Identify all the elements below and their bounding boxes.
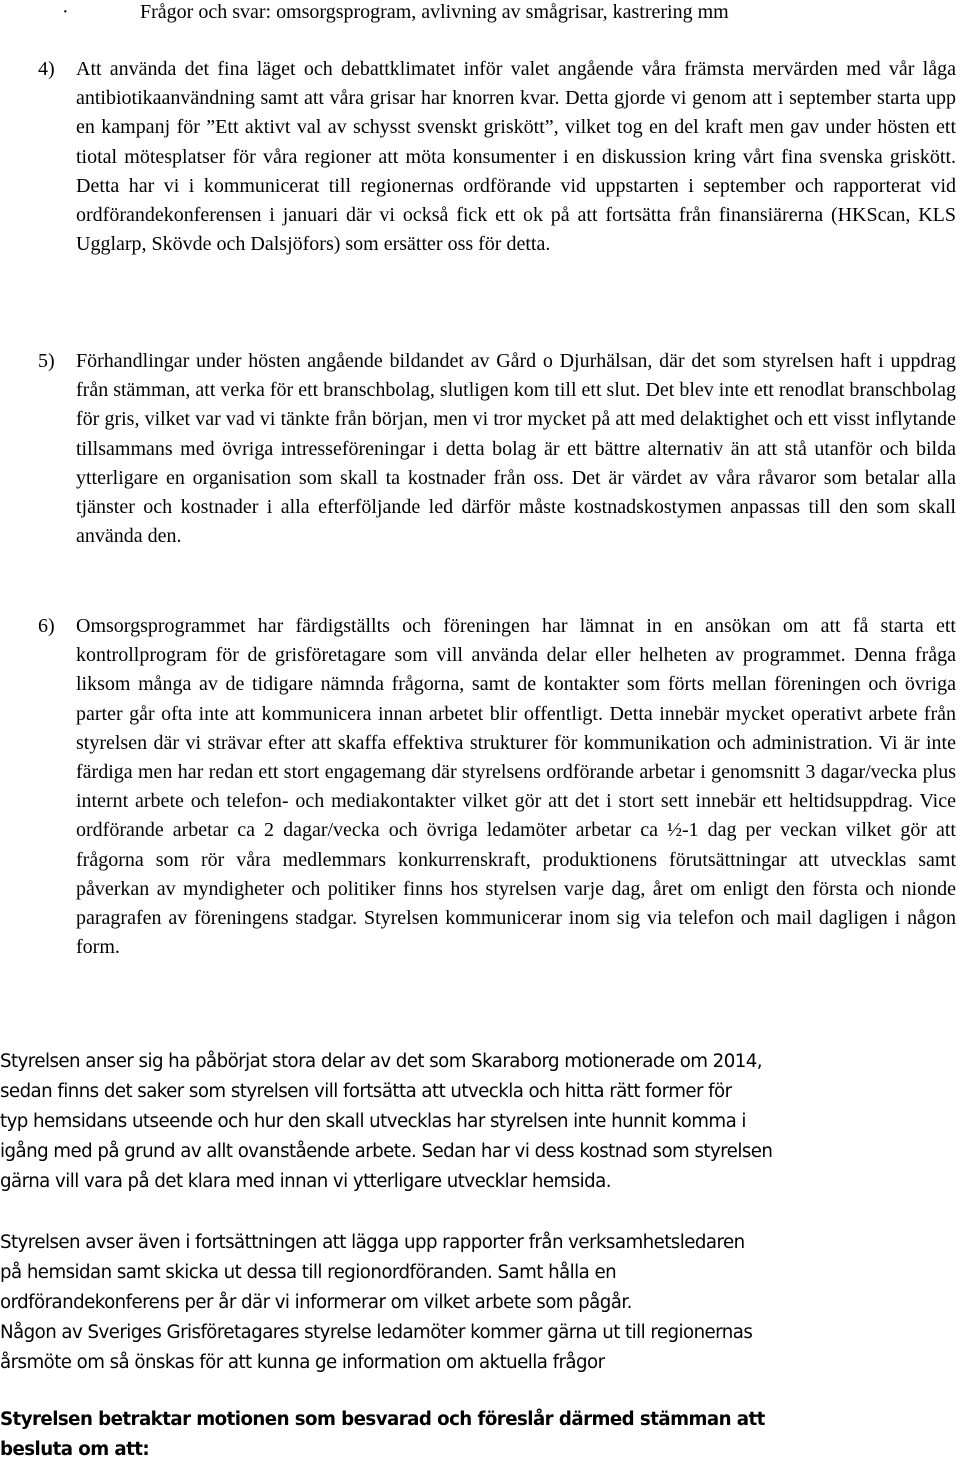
list-item-number: 5)	[38, 350, 55, 372]
paragraph-hemsida	[0, 1047, 955, 1197]
list-item-6	[38, 612, 956, 962]
paragraph-rapporter	[0, 1228, 955, 1378]
paragraph-line: typ hemsidans utseende och hur den skall utvecklas har styrelsen inte hunnit komma i	[0, 1111, 746, 1132]
paragraph-line: Styrelsen anser sig ha påbörjat stora delar av det som Skaraborg motionerade om 2014,	[0, 1051, 762, 1072]
list-item-number: 4)	[38, 58, 55, 80]
paragraph-line: årsmöte om så önskas för att kunna ge information om aktuella frågor	[0, 1352, 605, 1373]
bullet-dot: ·	[62, 1, 69, 23]
paragraph-line: på hemsidan samt skicka ut dessa till regionordföranden. Samt hålla en	[0, 1262, 617, 1283]
list-item-5	[38, 347, 956, 551]
conclusion-line: Styrelsen betraktar motionen som besvarad och föreslår därmed stämman att	[0, 1409, 765, 1430]
paragraph-line: gärna vill vara på det klara med innan vi ytterligare utvecklar hemsida.	[0, 1171, 611, 1192]
paragraph-line: sedan finns det saker som styrelsen vill fortsätta att utveckla och hitta rätt former för	[0, 1081, 732, 1102]
list-item-text: Omsorgsprogrammet har färdigställts och föreningen har lämnat in en ansökan om att få starta ett kontrollprogram för de grisföretagare som vill använda delar eller helheten av programmet. Denna fråga liksom många av de tidigare nämnda frågorna, samt de kontakter som förts mellan föreningen och övriga parter går ofta inte att kommunicera innan arbetet blir offentligt. Detta innebär mycket operativt arbete från styrelsen där vi strävar efter att skaffa effektiva strukturer för kommunikation och administration. Vi är inte färdiga men har redan ett stort engagemang där styrelsens ordförande arbetar i genomsnitt 3 dagar/vecka plus internt arbete och telefon- och mediakontakter vilket gör att det i stort sett innebär ett heltidsuppdrag. Vice ordförande arbetar ca 2 dagar/vecka och övriga ledamöter arbetar ca ½-1 dag per veckan vilket gör att frågorna som rör våra medlemmars konkurrenskraft, produktionens förutsättningar att utvecklas samt påverkan av myndigheter och politiker finns hos styrelsen varje dag, året om enligt den första och nionde paragrafen av föreningens stadgar. Styrelsen kommunicerar inom sig via telefon och mail dagligen i någon form.	[76, 615, 956, 959]
paragraph-line: Någon av Sveriges Grisföretagares styrelse ledamöter kommer gärna ut till regionernas	[0, 1322, 753, 1343]
paragraph-line: igång med på grund av allt ovanstående arbete. Sedan har vi dess kostnad som styrelsen	[0, 1141, 773, 1162]
paragraph-line: ordförandekonferens per år där vi informerar om vilket arbete som pågår.	[0, 1292, 632, 1313]
conclusion-paragraph	[0, 1405, 955, 1465]
conclusion-line: besluta om att:	[0, 1439, 150, 1460]
paragraph-line: Styrelsen avser även i fortsättningen att lägga upp rapporter från verksamhetsledaren	[0, 1232, 745, 1253]
list-item-text: Förhandlingar under hösten angående bildandet av Gård o Djurhälsan, där det som styrelsen haft i uppdrag från stämman, att verka för ett branschbolag, slutligen kom till ett slut. Det blev inte ett renodlat branschbolag för gris, vilket var vad vi tänkte från början, men vi tror mycket på att med delaktighet och ett visst inflytande tillsammans med övriga intresseföreningar i detta bolag är ett bättre alternativ än att stå utanför och bilda ytterligare en organisation som skall ta kostnader från oss. Det är värdet av våra råvaror som betalar alla tjänster och kostnader i alla efterföljande led därför måste kostnadskostymen anpassas till den som skall använda den.	[76, 350, 956, 548]
bullet-heading	[62, 0, 942, 27]
bullet-heading-text: Frågor och svar: omsorgsprogram, avlivning av smågrisar, kastrering mm	[140, 1, 729, 23]
list-item-text: Att använda det fina läget och debattklimatet inför valet angående våra främsta mervärden med vår låga antibiotikaanvändning samt att våra grisar har knorren kvar. Detta gjorde vi genom att i september starta upp en kampanj för ”Ett aktivt val av schysst svenskt griskött”, vilket tog en del kraft men gav under hösten ett tiotal mötesplatser för våra regioner att möta konsumenter i en diskussion kring vårt fina svenska griskött. Detta har vi i kommunicerat till regionernas ordförande vid uppstarten i september och rapporterat vid ordförandekonferensen i januari där vi också fick ett ok på att fortsätta från finansiärerna (HKScan, KLS Ugglarp, Skövde och Dalsjöfors) som ersätter oss för detta.	[76, 58, 956, 256]
list-item-4	[38, 55, 956, 259]
list-item-number: 6)	[38, 615, 55, 637]
